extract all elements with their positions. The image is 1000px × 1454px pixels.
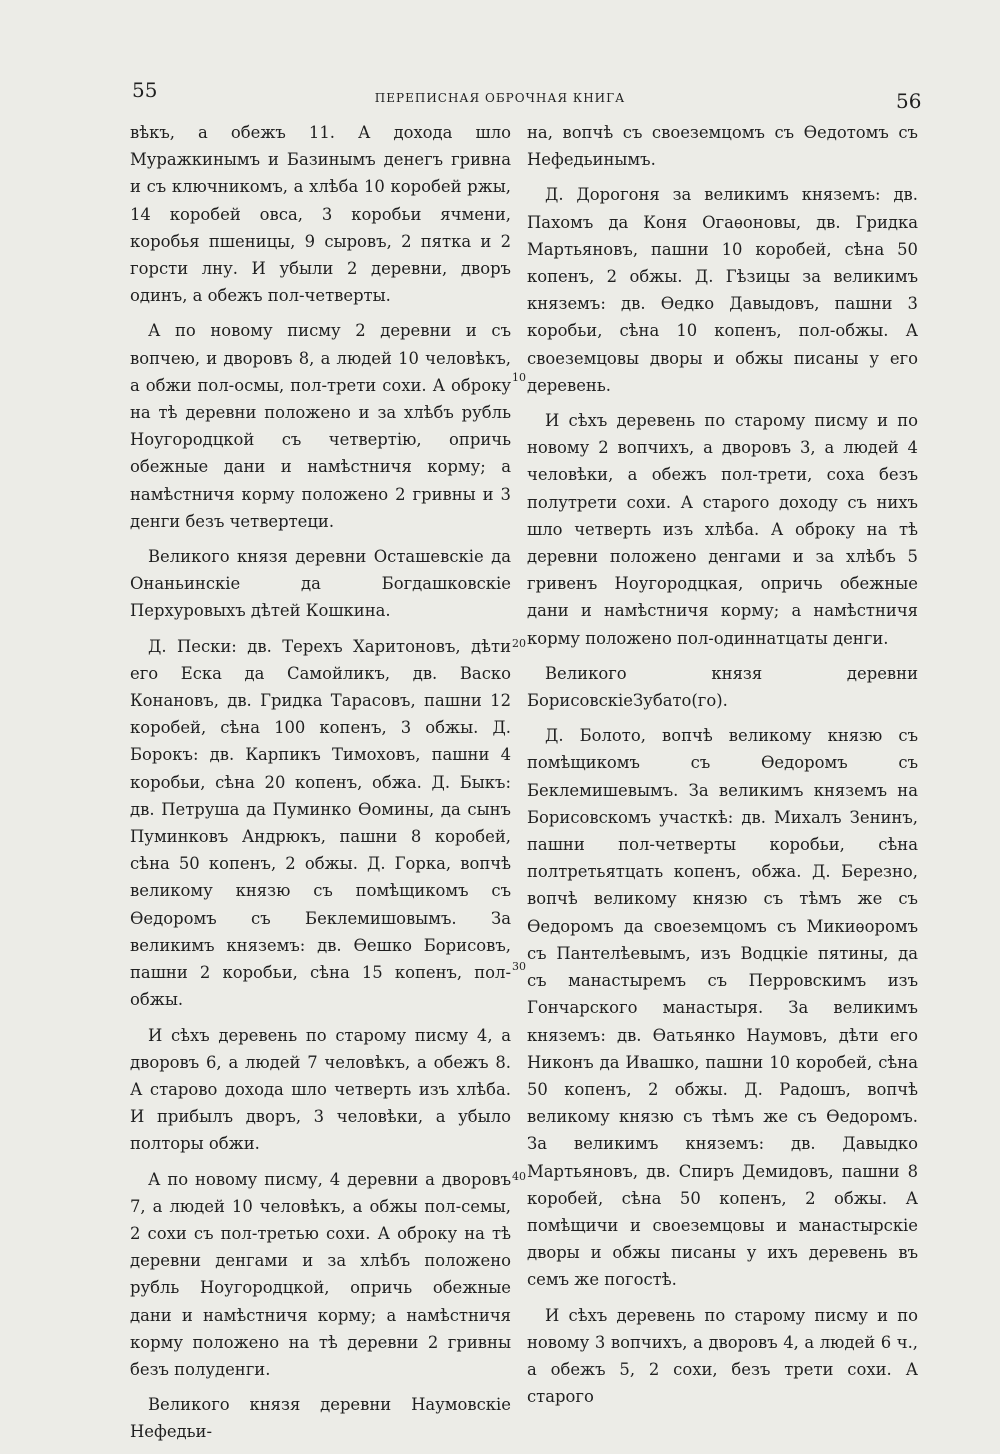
- left-text-column: [130, 119, 511, 1454]
- page-number-left: 55: [132, 78, 158, 102]
- line-number-20: 20: [512, 637, 526, 650]
- paragraph: Д. Дорогоня за великимъ княземъ: дв. Пахомъ да Коня Огаѳоновы, дв. Гридка Мартьяновъ, пашни 10 коробей, сѣна 50 копенъ, 2 обжы. Д. Гѣзицы за великимъ княземъ: дв. Ѳедко Давыдовъ, пашни 3 коробьи, сѣна 10 копенъ, пол-обжы. А своеземцовы дворы и обжы писаны у его деревень.: [527, 185, 918, 395]
- page-number-right: 56: [896, 89, 922, 113]
- line-number-10: 10: [512, 371, 526, 384]
- paragraph: вѣкъ, а обежъ 11. А дохода шло Муражкинымъ и Базинымъ денегъ гривна и съ ключникомъ, а хлѣба 10 коробей ржы, 14 коробей овса, 3 коробьи ячмени, коробья пшеницы, 9 сыровъ, 2 пятка и 2 горсти лну. И убыли 2 деревни, дворъ одинъ, а обежъ пол-четверты.: [130, 123, 511, 306]
- section-heading: Великого князя деревни Осташевскіе да Онаньинскіе да Богдашковскіе Перхуровыхъ дѣтей Кошкина.: [130, 547, 511, 621]
- paragraph: А по новому писму 2 деревни и съ вопчею, и дворовъ 8, а людей 10 человѣкъ, а обжи пол-осмы, пол-трети сохи. А оброку на тѣ деревни положено и за хлѣбъ рубль Ноугородцкой съ четвертію, опричь обежные дани и намѣстничя корму; а намѣстничя корму положено 2 гривны и 3 денги безъ четвертеци.: [130, 321, 511, 531]
- paragraph: Д. Пески: дв. Терехъ Харитоновъ, дѣти его Еска да Самойликъ, дв. Васко Конановъ, дв. Гридка Тарасовъ, пашни 12 коробей, сѣна 100 копенъ, 3 обжы. Д. Борокъ: дв. Карпикъ Тимоховъ, пашни 4 коробьи, сѣна 20 копенъ, обжа. Д. Быкъ: дв. Петруша да Пуминко Ѳомины, да сынъ Пуминковъ Андрюкъ, пашни 8 коробей, сѣна 50 копенъ, 2 обжы. Д. Горка, вопчѣ великому князю съ помѣщикомъ съ Ѳедоромъ съ Беклемишовымъ. За великимъ княземъ: дв. Ѳешко Борисовъ, пашни 2 коробьи, сѣна 15 копенъ, пол-обжы.: [130, 636, 511, 1010]
- paragraph: на, вопчѣ съ своеземцомъ съ Ѳедотомъ съ Нефедьинымъ.: [527, 123, 918, 170]
- section-heading: Великого князя деревни БорисовскіеЗубато(го).: [527, 663, 918, 711]
- paragraph: И сѣхъ деревень по старому писму 4, а дворовъ 6, а людей 7 человѣкъ, а обежъ 8. А старово дохода шло четверть изъ хлѣба. И прибылъ дворъ, 3 человѣки, а убыло полторы обжи.: [130, 1025, 511, 1154]
- running-title: ПЕРЕПИСНАЯ ОБРОЧНАЯ КНИГА: [374, 91, 626, 105]
- line-number-40: 40: [512, 1170, 526, 1183]
- paragraph: А по новому писму, 4 деревни а дворовъ 7, а людей 10 человѣкъ, а обжы пол-семы, 2 сохи съ пол-третью сохи. А оброку на тѣ деревни денгами и за хлѣбъ положено рубль Ноугородцкой, опричь обежные дани и намѣстничя корму; а намѣстничя корму положено на тѣ деревни 2 гривны безъ полуденги.: [130, 1169, 511, 1379]
- right-text-column: [527, 119, 918, 1418]
- paragraph: Д. Болото, вопчѣ великому князю съ помѣщикомъ съ Ѳедоромъ съ Беклемишевымъ. За великимъ княземъ на Борисовскомъ участкѣ: дв. Михалъ Зенинъ, пашни пол-четверты коробьи, сѣна полтретьятцать копенъ, обжа. Д. Березно, вопчѣ великому князю съ тѣмъ же съ Ѳедоромъ да своеземцомъ съ Микиѳоромъ съ Пантелѣевымъ, изъ Водцкіе пятины, да съ манастыремъ съ Перровскимъ изъ Гончарского манастыря. За великимъ княземъ: дв. Ѳатьянко Наумовъ, дѣти его Никонъ да Ивашко, пашни 10 коробей, сѣна 50 копенъ, 2 обжы. Д. Радошъ, вопчѣ великому князю съ тѣмъ же съ Ѳедоромъ. За великимъ княземъ: дв. Давыдко Мартьяновъ, дв. Спиръ Демидовъ, пашни 8 коробей, сѣна 50 копенъ, 2 обжы. А помѣщичи и своеземцовы и манастырскіе дворы и обжы писаны у ихъ деревень въ семъ же погостѣ.: [527, 726, 918, 1290]
- line-number-30: 30: [512, 960, 526, 973]
- section-heading: Великого князя деревни Наумовскіе Нефедьи-: [130, 1395, 511, 1442]
- paragraph: И сѣхъ деревень по старому писму и по новому 2 вопчихъ, а дворовъ 3, а людей 4 человѣки, а обежъ пол-трети, соха безъ полутрети сохи. А старого доходу съ нихъ шло четверть изъ хлѣба. А оброку на тѣ деревни положено денгами и за хлѣбъ 5 гривенъ Ноугородцкая, опричь обежные дани и намѣстничя корму; а намѣстничя корму положено пол-одиннатцаты денги.: [527, 411, 918, 648]
- paragraph: И сѣхъ деревень по старому писму и по новому 3 вопчихъ, а дворовъ 4, а людей 6 ч., а обежъ 5, 2 сохи, безъ трети сохи. А старого: [527, 1305, 918, 1407]
